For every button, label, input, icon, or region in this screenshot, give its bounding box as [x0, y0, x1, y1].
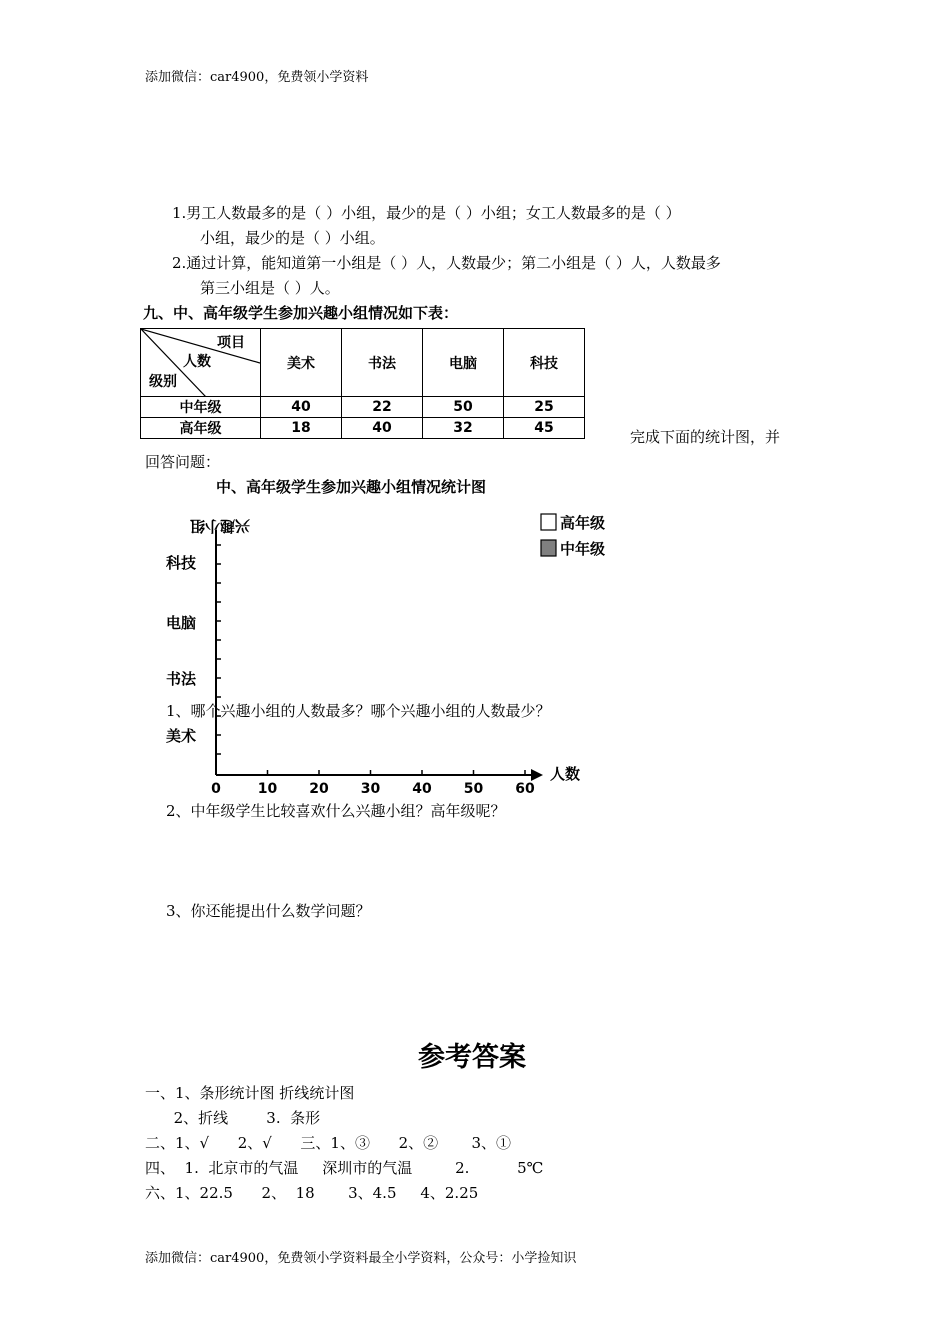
table-cell: 22: [342, 397, 423, 418]
category-label: 书法: [166, 670, 197, 688]
answer-line-4: 四、 1. 北京市的气温 深圳市的气温 2. 5℃: [145, 1159, 544, 1177]
table-cell: 40: [342, 418, 423, 439]
question-3: 3、你还能提出什么数学问题？: [166, 902, 371, 920]
x-tick-label: 0: [211, 781, 221, 797]
q8-line-2: 小组，最少的是（ ）小组。: [200, 229, 385, 247]
x-tick-label: 30: [360, 781, 381, 797]
table-cell: 25: [504, 397, 585, 418]
x-tick-label: 60: [515, 781, 535, 797]
header-calligraphy: 书法: [342, 329, 423, 397]
q8-line-4: 第三小组是（ ）人。: [200, 279, 340, 297]
question-1: 1、哪个兴趣小组的人数最多？哪个兴趣小组的人数最少？: [166, 702, 551, 720]
x-tick-label: 40: [412, 781, 432, 797]
table-cell: 40: [261, 397, 342, 418]
row-label-middle: 中年级: [141, 397, 261, 418]
x-tick-label: 10: [257, 781, 278, 797]
corner-label-grade: 级别: [149, 374, 177, 390]
table-cell: 32: [423, 418, 504, 439]
answer-line-2: 2、折线 3. 条形: [145, 1109, 321, 1127]
corner-label-count: 人数: [183, 354, 211, 370]
x-tick-labels: [211, 781, 535, 797]
table-cell: 45: [504, 418, 585, 439]
q8-line-3: 2.通过计算，能知道第一小组是（ ）人，人数最少；第二小组是（ ）人，人数最多: [172, 254, 721, 272]
page-header: 添加微信：car4900，免费领小学资料: [145, 70, 369, 85]
x-axis-arrow-icon: [531, 769, 543, 781]
x-axis-label: 人数: [550, 765, 581, 783]
table-cell: 50: [423, 397, 504, 418]
instruction-part-2: 回答问题：: [145, 453, 221, 471]
chart-title: 中、高年级学生参加兴趣小组情况统计图: [216, 478, 487, 496]
header-science: 科技: [504, 329, 585, 397]
legend-label-high: 高年级: [560, 514, 606, 532]
x-tick-label: 20: [309, 781, 329, 797]
y-axis-label: 兴趣小组: [189, 517, 250, 535]
row-label-high: 高年级: [141, 418, 261, 439]
header-computer: 电脑: [423, 329, 504, 397]
header-art: 美术: [261, 329, 342, 397]
answers-title: 参考答案: [418, 1042, 526, 1073]
instruction-part-1: 完成下面的统计图，并: [630, 428, 781, 446]
answer-line-1: 一、1、条形统计图 折线统计图: [145, 1084, 355, 1102]
question-2: 2、中年级学生比较喜欢什么兴趣小组？高年级呢？: [166, 802, 506, 820]
table-cell: 18: [261, 418, 342, 439]
category-label: 科技: [166, 554, 197, 572]
q8-line-1: 1.男工人数最多的是（ ）小组，最少的是（ ）小组；女工人数最多的是（ ）: [172, 204, 681, 222]
category-label: 美术: [166, 727, 197, 745]
q9-title: 九、中、高年级学生参加兴趣小组情况如下表：: [143, 304, 459, 322]
answer-line-3: 二、1、√ 2、√ 三、1、③ 2、② 3、①: [145, 1134, 512, 1152]
corner-label-item: 项目: [217, 335, 245, 351]
legend-swatch-high: [541, 514, 556, 530]
answer-line-5: 六、1、22.5 2、 18 3、4.5 4、2.25: [145, 1184, 479, 1202]
page-footer: 添加微信：car4900，免费领小学资料最全小学资料，公众号：小学捡知识: [145, 1251, 577, 1266]
category-label: 电脑: [166, 614, 197, 632]
x-tick-label: 50: [463, 781, 484, 797]
legend-swatch-middle: [541, 540, 556, 556]
legend-label-middle: 中年级: [560, 540, 606, 558]
